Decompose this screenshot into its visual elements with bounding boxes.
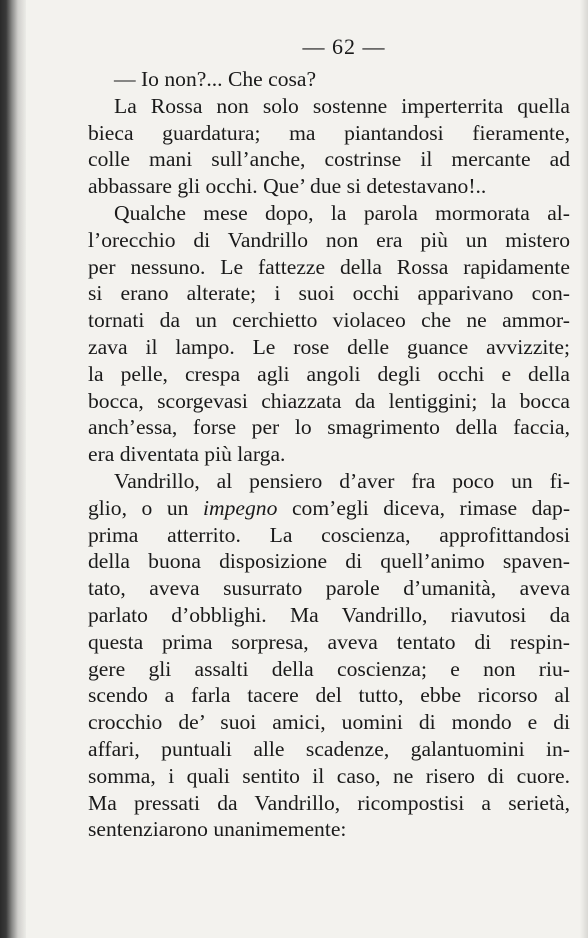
text-line: si erano alterate; i suoi occhi apparivano con- (88, 281, 570, 306)
text-line: anch’essa, forse per lo smagrimento della faccia, (88, 415, 570, 440)
text-line: per nessuno. Le fattezze della Rossa rapidamente (88, 254, 570, 279)
text-segment: com’egli diceva, rimase dap- (277, 495, 570, 520)
text-line: — Io non?... Che cosa? (114, 67, 317, 91)
page-number: — 62 — (302, 34, 386, 59)
text-line: Ma pressati da Vandrillo, ricompostisi a serietà, (88, 790, 570, 815)
text-line: questa prima sorpresa, aveva tentato di respin- (88, 629, 570, 654)
text-line: prima atterrito. La coscienza, approfittandosi (88, 522, 570, 547)
text-line: crocchio de’ suoi amici, uomini di mondo e di (88, 710, 570, 735)
text-line: bieca guardatura; ma piantandosi fieramente, (88, 120, 570, 145)
text-line: la pelle, crespa agli angoli degli occhi e della (88, 361, 570, 386)
text-line: colle mani sull’anche, costrinse il mercante ad (88, 147, 570, 172)
book-gutter-shadow (0, 0, 26, 938)
text-line: scendo a farla tacere del tutto, ebbe ricorso al (88, 683, 570, 708)
text-body (88, 66, 570, 843)
text-line: parlato d’obblighi. Ma Vandrillo, riavutosi da (88, 602, 570, 627)
book-page (88, 30, 570, 843)
text-line: somma, i quali sentito il caso, ne risero di cuore. (88, 763, 570, 788)
text-line: sentenziarono unanimemente: (88, 817, 347, 842)
text-segment: glio, o un (88, 495, 204, 520)
text-line: tornati da un cerchietto violaceo che ne ammor- (88, 308, 570, 333)
italic-word: impegno (203, 495, 278, 520)
text-line: bocca, scorgevasi chiazzata da lentiggini; la bocca (88, 388, 570, 413)
text-line: affari, puntuali alle scadenze, galantuomini in- (88, 736, 570, 761)
text-line: gere gli assalti della coscienza; e non riu- (88, 656, 570, 681)
text-line: della buona disposizione di quell’animo spaven- (88, 549, 570, 574)
text-line: La Rossa non solo sostenne imperterrita quella (114, 93, 570, 118)
text-line: Vandrillo, al pensiero d’aver fra poco un fi- (114, 468, 570, 493)
text-line (88, 495, 570, 522)
page-edge (580, 0, 588, 938)
text-line: Qualche mese dopo, la parola mormorata al- (114, 200, 570, 225)
text-line: abbassare gli occhi. Que’ due si detestavano!.. (88, 174, 487, 199)
text-line: zava il lampo. Le rose delle guance avvizzite; (88, 334, 570, 359)
text-line: era diventata più larga. (88, 442, 286, 467)
text-line: tato, aveva susurrato parole d’umanità, aveva (88, 576, 570, 601)
text-line: l’orecchio di Vandrillo non era più un mistero (88, 227, 570, 252)
